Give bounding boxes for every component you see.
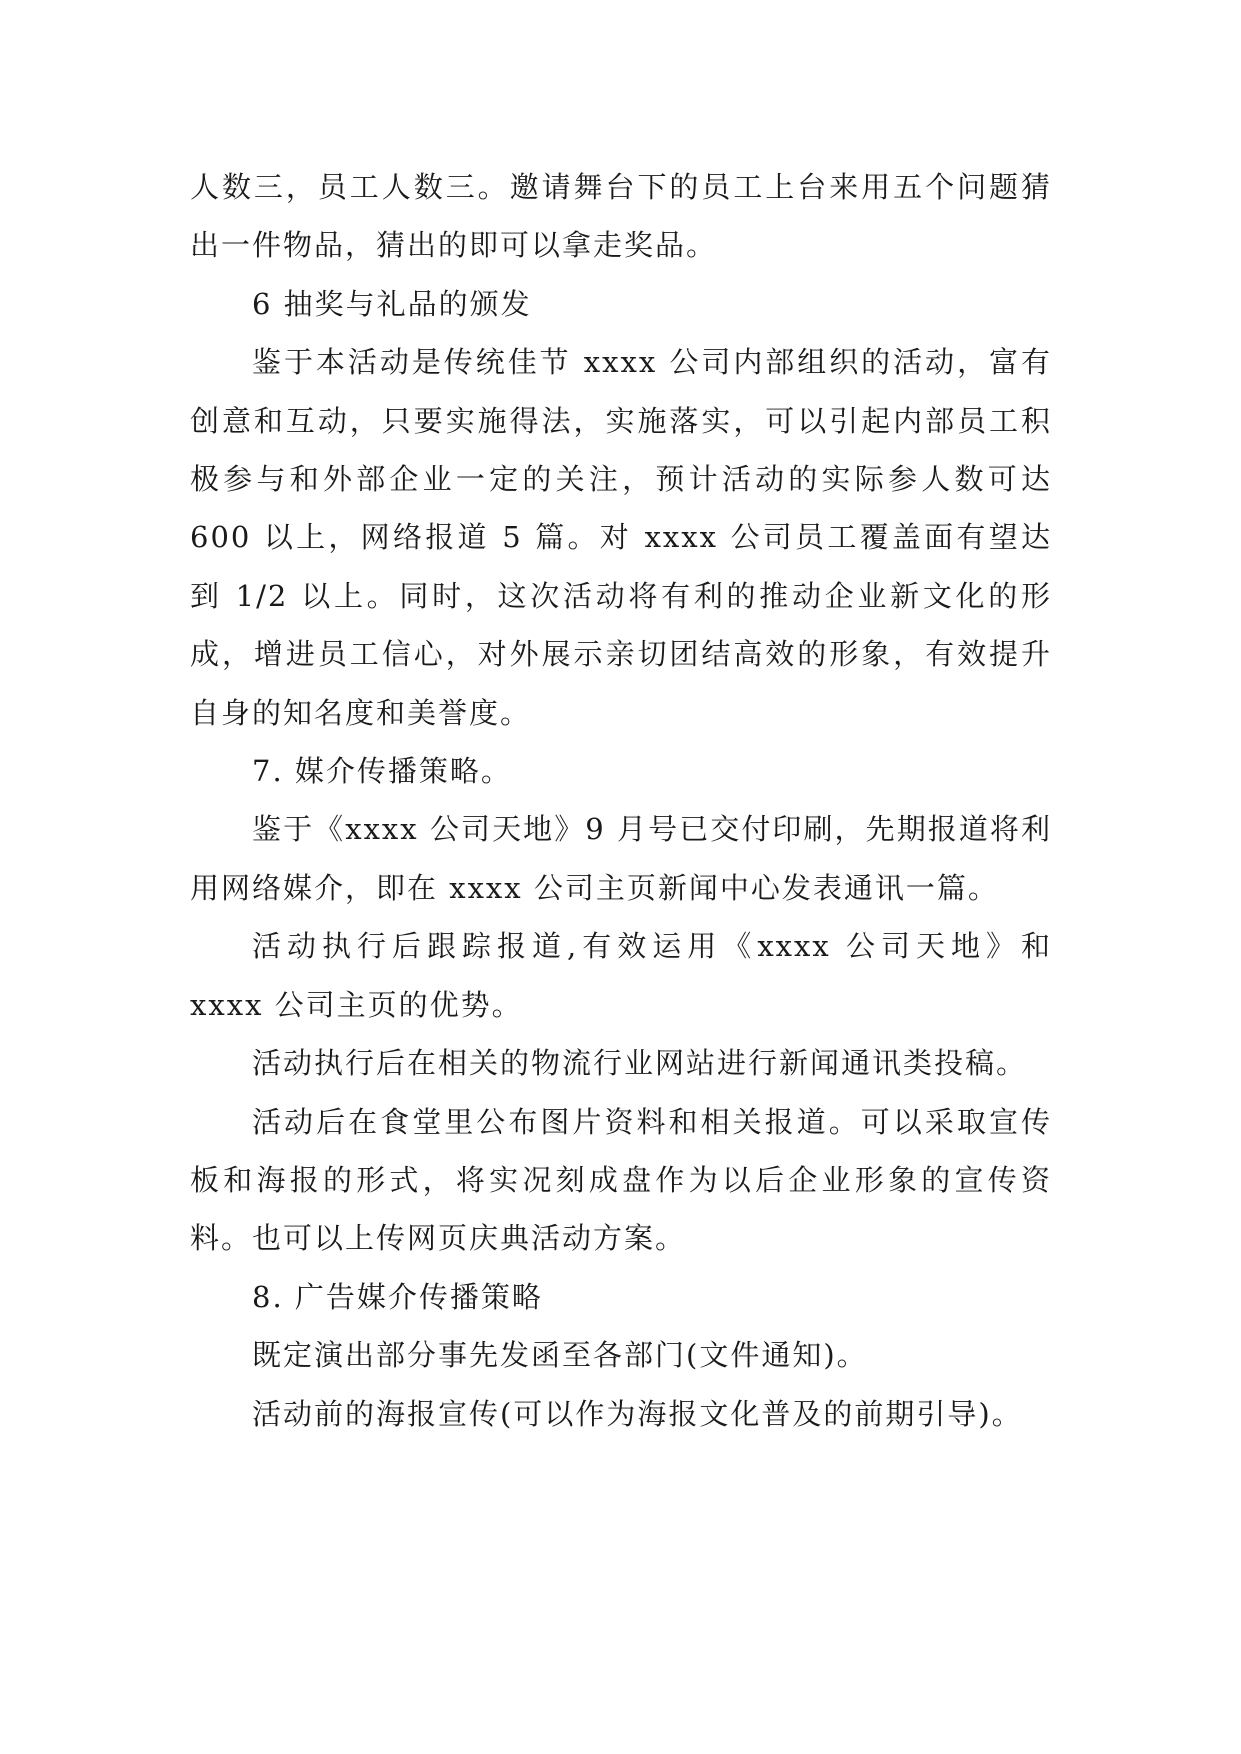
paragraph-follow-up-report: 活动执行后跟踪报道,有效运用《xxxx 公司天地》和 xxxx 公司主页的优势。 xyxy=(190,929,1052,1022)
paragraph-canteen-publicity: 活动后在食堂里公布图片资料和相关报道。可以采取宣传板和海报的形式，将实况刻成盘作为以后企业形象的宣传资料。也可以上传网页庆典活动方案。 xyxy=(190,1104,1052,1256)
document-body xyxy=(190,158,1052,1443)
paragraph-activity-effect: 鉴于本活动是传统佳节 xxxx 公司内部组织的活动，富有创意和互动，只要实施得法，实施落实，可以引起内部员工积极参与和外部企业一定的关注，预计活动的实际参人数可达 600 以上，网络报道 5 篇。对 xxxx 公司员工覆盖面有望达到 1/2 以上。同时，这次活动将有利的推动企业新文化的形成，增进员工信心，对外展示亲切团结高效的形象，有效提升自身的知名度和美誉度。 xyxy=(190,345,1052,730)
paragraph-continuation: 人数三，员工人数三。邀请舞台下的员工上台来用五个问题猜出一件物品，猜出的即可以拿走奖品。 xyxy=(190,170,1052,263)
heading-advertising-strategy: 8. 广告媒介传播策略 xyxy=(252,1279,543,1314)
heading-media-strategy: 7. 媒介传播策略。 xyxy=(252,754,512,789)
paragraph-poster-promotion: 活动前的海报宣传(可以作为海报文化普及的前期引导)。 xyxy=(252,1396,1023,1431)
paragraph-industry-submission: 活动执行后在相关的物流行业网站进行新闻通讯类投稿。 xyxy=(252,1046,1028,1081)
heading-lottery-gifts: 6 抽奖与礼品的颁发 xyxy=(252,286,532,321)
paragraph-department-notice: 既定演出部分事先发函至各部门(文件通知)。 xyxy=(252,1338,868,1373)
paragraph-network-media: 鉴于《xxxx 公司天地》9 月号已交付印刷，先期报道将利用网络媒介，即在 xxxx 公司主页新闻中心发表通讯一篇。 xyxy=(190,812,1052,905)
